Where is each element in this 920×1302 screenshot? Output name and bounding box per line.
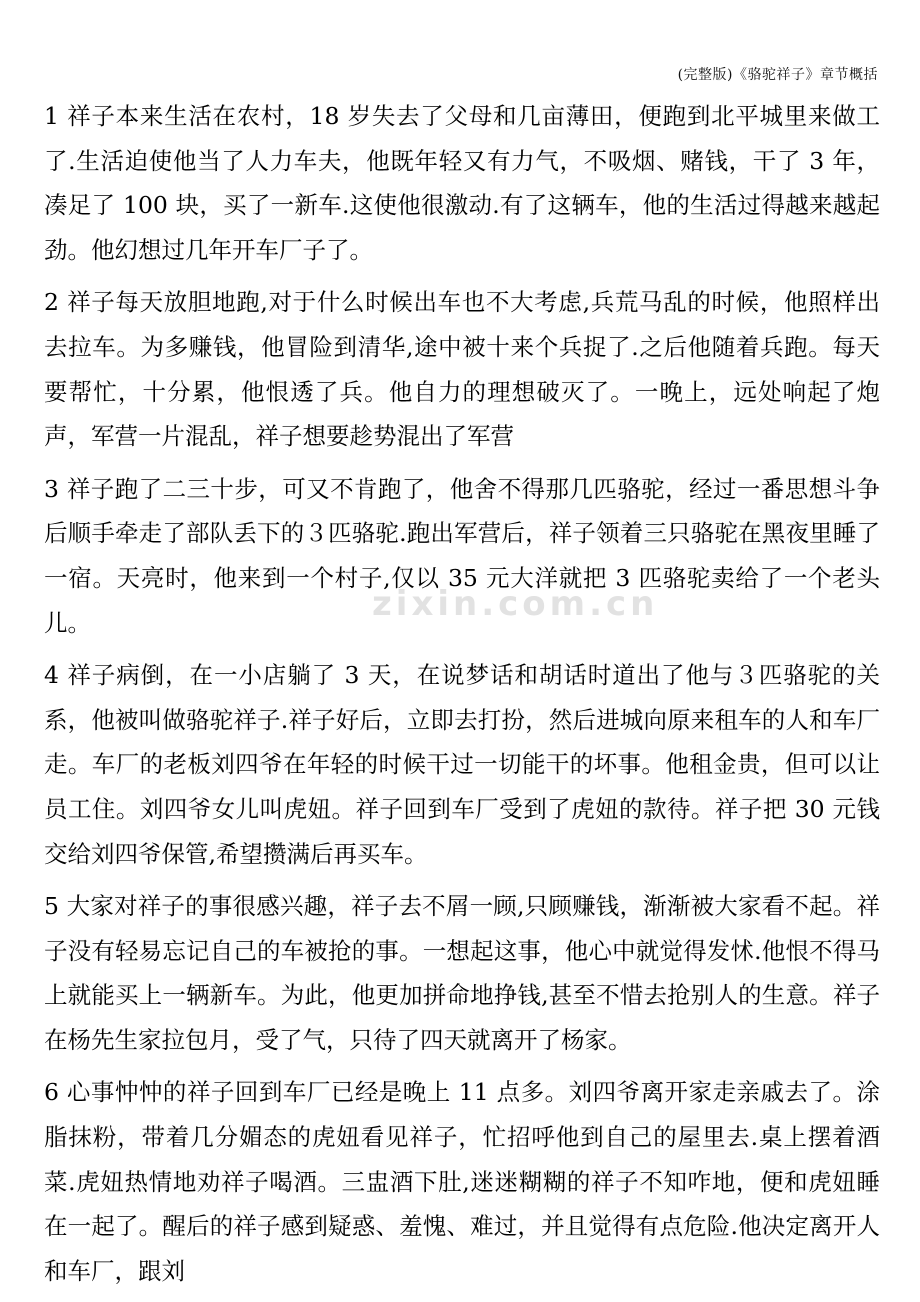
watermark: zixin.com.cn — [372, 584, 659, 624]
paragraph-5: 5 大家对祥子的事很感兴趣，祥子去不屑一顾,只顾赚钱，渐渐被大家看不起。祥子没有轻易忘记自己的车被抢的事。一想起这事，他心中就觉得发怵.他恨不得马上就能买上一辆新车。为此，他更加拼命地挣钱,甚至不惜去抢别人的生意。祥子在杨先生家拉包月，受了气，只待了四天就离开了杨家。 — [44, 892, 880, 1054]
page-header-title: (完整版)《骆驼祥子》章节概括 — [677, 67, 878, 83]
paragraph-1: 1 祥子本来生活在农村，18 岁失去了父母和几亩薄田，便跑到北平城里来做工了.生活迫使他当了人力车夫，他既年轻又有力气，不吸烟、赌钱，干了 3 年，凑足了 100 块，买了一新车.这使他很激动.有了这辆车，他的生活过得越来越起劲。他幻想过几年开车厂子了。 — [44, 102, 880, 264]
document-body — [44, 94, 880, 1301]
paragraph-2: 2 祥子每天放胆地跑,对于什么时候出车也不大考虑,兵荒马乱的时候，他照样出去拉车。为多赚钱，他冒险到清华,途中被十来个兵捉了.之后他随着兵跑。每天要帮忙，十分累，他恨透了兵。他自力的理想破灭了。一晚上，远处响起了炮声，军营一片混乱，祥子想要趁势混出了军营 — [44, 288, 880, 451]
paragraph-6: 6 心事忡忡的祥子回到车厂已经是晚上 11 点多。刘四爷离开家走亲戚去了。涂脂抹粉，带着几分媚态的虎妞看见祥子，忙招呼他到自己的屋里去.桌上摆着酒菜.虎妞热情地劝祥子喝酒。三盅酒下肚,迷迷糊糊的祥子不知咋地，便和虎妞睡在一起了。醒后的祥子感到疑惑、羞愧、难过，并且觉得有点危险.他决定离开人和车厂，跟刘 — [44, 1078, 880, 1285]
paragraph-3: 3 祥子跑了二三十步，可又不肯跑了，他舍不得那几匹骆驼，经过一番思想斗争后顺手牵走了部队丢下的３匹骆驼.跑出军营后，祥子领着三只骆驼在黑夜里睡了一宿。天亮时，他来到一个村子,仅以 35 元大洋就把 3 匹骆驼卖给了一个老头儿。 — [44, 474, 880, 637]
paragraph-4: 4 祥子病倒，在一小店躺了 3 天，在说梦话和胡话时道出了他与３匹骆驼的关系，他被叫做骆驼祥子.祥子好后，立即去打扮，然后进城向原来租车的人和车厂走。车厂的老板刘四爷在年轻的时候干过一切能干的坏事。他租金贵，但可以让员工住。刘四爷女儿叫虎妞。祥子回到车厂受到了虎妞的款待。祥子把 30 元钱交给刘四爷保管,希望攒满后再买车。 — [44, 661, 880, 868]
